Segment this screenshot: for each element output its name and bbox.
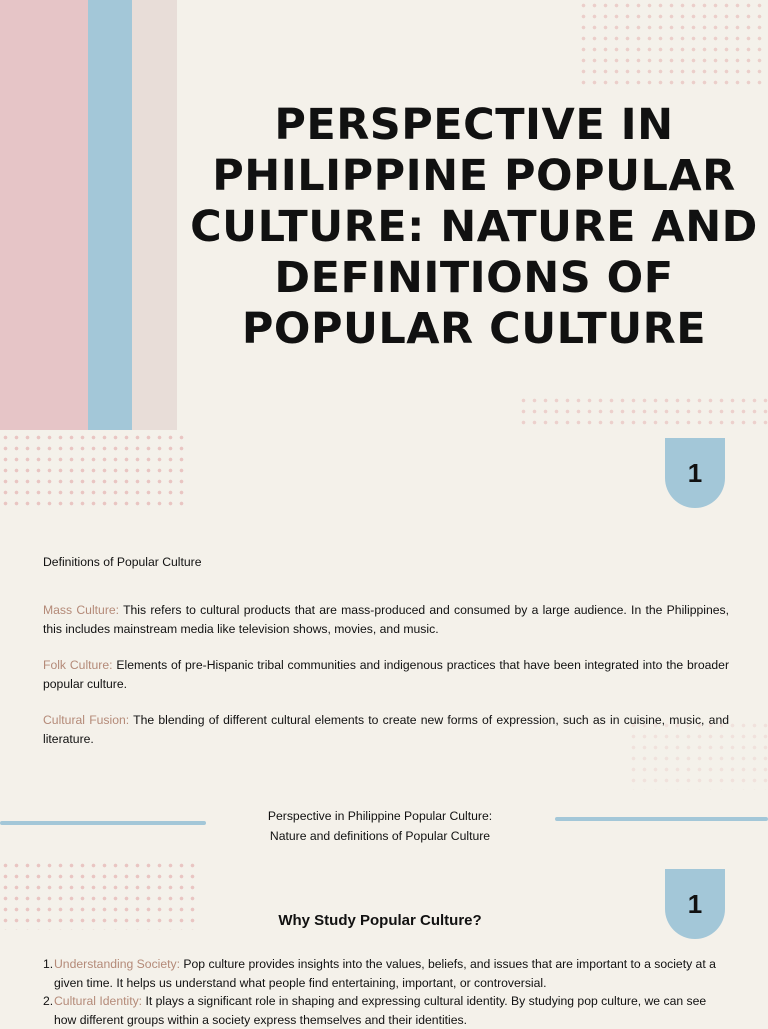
- definition-text: This refers to cultural products that are mass-produced and consumed by a large audience. In the Philippines, this includes mainstream media like television shows, movies, and music.: [43, 603, 729, 637]
- slide-title: PERSPECTIVE IN PHILIPPINE POPULAR CULTURE: NATURE AND DEFINITIONS OF POPULAR CULTURE: [190, 100, 758, 354]
- definition-text: The blending of different cultural elements to create new forms of expression, such as in cuisine, music, and literature.: [43, 713, 729, 747]
- list-number: 1.: [43, 957, 54, 971]
- decorative-line: [0, 821, 206, 825]
- list-text: Pop culture provides insights into the values, beliefs, and issues that are important to a society at a given time. It helps us understand what people find entertaining, important, or controversial.: [54, 957, 716, 990]
- decorative-beige-bar: [132, 0, 177, 430]
- term-label: Cultural Fusion:: [43, 713, 130, 728]
- term-label: Folk Culture:: [43, 658, 113, 673]
- list-number: 2.: [43, 994, 54, 1008]
- definitions-heading: Definitions of Popular Culture: [43, 555, 202, 569]
- page-number-badge: 1: [665, 438, 725, 508]
- term-label: Mass Culture:: [43, 603, 120, 618]
- list-text: It plays a significant role in shaping and expressing cultural identity. By studying pop culture, we can see how different groups within a society express themselves and their identities.: [54, 994, 707, 1027]
- decorative-blue-bar: [88, 0, 132, 430]
- decorative-dot-pattern: [518, 395, 768, 430]
- list-item: [43, 992, 730, 1029]
- decorative-dot-pattern: [0, 860, 195, 930]
- decorative-dot-pattern: [578, 0, 768, 90]
- list-item: [43, 955, 730, 992]
- decorative-pink-bar: [0, 0, 88, 430]
- decorative-line: [555, 817, 768, 821]
- definition-folk-culture: [43, 656, 729, 694]
- caption-line: Perspective in Philippine Popular Culture:: [267, 809, 493, 823]
- decorative-dot-pattern: [0, 432, 190, 507]
- slide-caption: [230, 806, 530, 846]
- caption-line: Nature and definitions of Popular Culture: [269, 829, 491, 843]
- decorative-dot-pattern: [628, 720, 768, 790]
- definition-mass-culture: [43, 601, 729, 639]
- term-label: Understanding Society:: [54, 957, 181, 971]
- section-heading: Why Study Popular Culture?: [278, 912, 482, 929]
- reasons-list: [43, 955, 730, 1029]
- page-number-badge: 1: [665, 869, 725, 939]
- term-label: Cultural Identity:: [54, 994, 143, 1008]
- definition-text: Elements of pre-Hispanic tribal communities and indigenous practices that have been integrated into the broader popular culture.: [43, 658, 729, 692]
- definition-cultural-fusion: [43, 711, 729, 749]
